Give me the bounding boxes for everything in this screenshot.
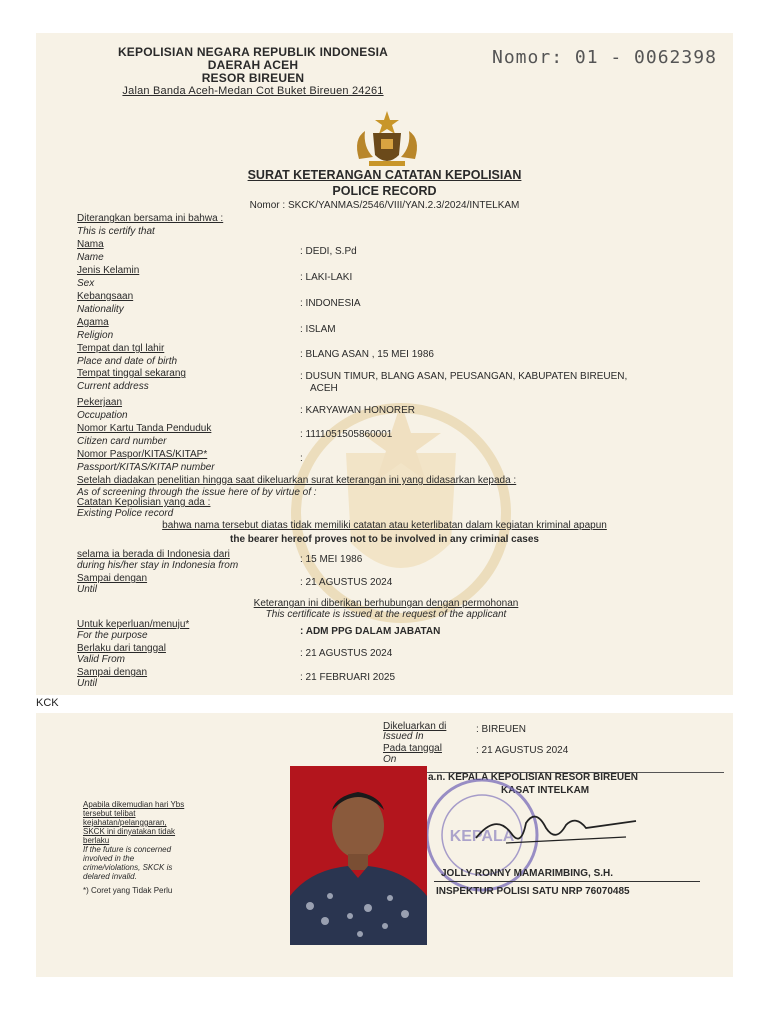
field-religion-label-en: Religion <box>77 330 114 341</box>
catatan-id: Catatan Kepolisian yang ada : <box>77 497 211 508</box>
field-nationality-value: : INDONESIA <box>300 298 361 309</box>
field-occupation-label-en: Occupation <box>77 410 128 421</box>
field-occupation-label: Pekerjaan <box>77 397 123 408</box>
field-address-label: Tempat tinggal sekarang <box>77 368 186 379</box>
field-religion-label: Agama <box>77 317 109 328</box>
field-ktp-label-en: Citizen card number <box>77 436 167 447</box>
field-birth-label: Tempat dan tgl lahir <box>77 343 165 354</box>
issue-place-label: Dikeluarkan di <box>383 721 447 732</box>
title-id: SURAT KETERANGAN CATATAN KEPOLISIAN <box>247 168 522 182</box>
statement-id: bahwa nama tersebut diatas tidak memiliki catatan atau keterlibatan dalam kegiatan kriminal apapun <box>162 520 607 531</box>
valid-until-label-en: Until <box>77 678 98 689</box>
footnote-en-1: If the future is concerned <box>83 845 172 854</box>
nomor-label: Nomor <box>492 47 552 68</box>
field-address-value-2: ACEH <box>310 383 338 394</box>
signatory-line-1: a.n. KEPALA KEPOLISIAN RESOR BIREUEN <box>428 772 639 783</box>
purpose-value: : ADM PPG DALAM JABATAN <box>300 626 441 637</box>
catatan-en: Existing Police record <box>77 508 174 519</box>
signatory-rank: INSPEKTUR POLISI SATU NRP 76070485 <box>436 886 630 897</box>
stay-from-label: selama ia berada di Indonesia dari <box>77 549 230 560</box>
stay-until-label-en: Until <box>77 584 98 595</box>
nomor-value: : 01 - 0062398 <box>551 47 717 68</box>
field-nationality-label-en: Nationality <box>77 304 124 315</box>
document-page-1 <box>36 33 733 695</box>
nomor-box <box>492 47 717 68</box>
field-ktp-label: Nomor Kartu Tanda Penduduk <box>77 423 212 434</box>
field-birth-value: : BLANG ASAN , 15 MEI 1986 <box>300 349 434 360</box>
purpose-label: Untuk keperluan/menuju* <box>77 619 190 630</box>
field-occupation-value: : KARYAWAN HONORER <box>300 405 416 416</box>
separator-label: KCK <box>36 697 59 709</box>
field-name-label: Nama <box>77 239 104 250</box>
header-address: Jalan Banda Aceh-Medan Cot Buket Bireuen 24261 <box>122 85 384 97</box>
footnote-id-1: Apabila dikemudian hari Ybs <box>83 800 185 809</box>
signatory-name: JOLLY RONNY MAMARIMBING, S.H. <box>441 868 614 879</box>
purpose-note-en: This certificate is issued at the request of the applicant <box>265 609 507 620</box>
field-sex-label-en: Sex <box>77 278 95 289</box>
footnote-id-3: kejahatan/pelanggaran, <box>83 818 167 827</box>
field-birth-label-en: Place and date of birth <box>77 356 178 367</box>
screening-id: Setelah diadakan penelitian hingga saat dikeluarkan surat keterangan ini yang didasarkan kepada : <box>77 475 517 486</box>
header-line-3: RESOR BIREUEN <box>201 71 305 85</box>
signature-icon <box>466 803 646 853</box>
issue-date-value: : 21 AGUSTUS 2024 <box>476 745 569 756</box>
issue-place-value: : BIREUEN <box>476 724 527 735</box>
field-name-value: : DEDI, S.Pd <box>300 246 357 257</box>
police-emblem-icon <box>351 109 423 169</box>
issue-date-label: Pada tanggal <box>383 743 442 754</box>
header-line-2: DAERAH ACEH <box>207 58 299 72</box>
valid-until-value: : 21 FEBRUARI 2025 <box>300 672 396 683</box>
purpose-note-id: Keterangan ini diberikan berhubungan dengan permohonan <box>253 598 519 609</box>
field-passport-value: : <box>300 453 303 464</box>
intro-id: Diterangkan bersama ini bahwa : <box>77 213 224 224</box>
valid-until-label: Sampai dengan <box>77 667 148 678</box>
footnote-id-4: SKCK ini dinyatakan tidak <box>83 827 176 836</box>
screening-en: As of screening through the issue here of by virtue of : <box>77 487 317 498</box>
stay-from-value: : 15 MEI 1986 <box>300 554 363 565</box>
stay-until-value: : 21 AGUSTUS 2024 <box>300 577 393 588</box>
footnote-id-2: tersebut telibat <box>83 809 136 818</box>
svg-text:KEPALA: KEPALA <box>449 828 515 845</box>
intro-en: This is certify that <box>77 226 155 237</box>
valid-from-label: Berlaku dari tanggal <box>77 643 166 654</box>
header-line-1: KEPOLISIAN NEGARA REPUBLIK INDONESIA <box>117 45 389 59</box>
issue-place-label-en: Issued In <box>383 731 424 742</box>
field-ktp-value: : 1111051505860001 <box>300 429 393 440</box>
title-en: POLICE RECORD <box>332 184 437 198</box>
stay-until-label: Sampai dengan <box>77 573 148 584</box>
valid-from-label-en: Valid From <box>77 654 125 665</box>
document-page-2 <box>36 713 733 977</box>
valid-from-value: : 21 AGUSTUS 2024 <box>300 648 393 659</box>
field-address-label-en: Current address <box>77 381 149 392</box>
signatory-line-2: KASAT INTELKAM <box>501 785 590 796</box>
title-nomor: Nomor : SKCK/YANMAS/2546/VIII/YAN.2.3/2024/INTELKAM <box>249 200 520 211</box>
field-sex-label: Jenis Kelamin <box>77 265 140 276</box>
footnote-id-5: berlaku <box>83 836 110 845</box>
issue-date-label-en: On <box>383 754 397 762</box>
footnote-en-3: crime/violations, SKCK is <box>83 863 173 872</box>
field-passport-label: Nomor Paspor/KITAS/KITAP* <box>77 449 208 460</box>
footnote-note: *) Coret yang Tidak Perlu <box>83 886 173 895</box>
footnote-en-4: delared invalid. <box>83 872 137 881</box>
statement-en: the bearer hereof proves not to be involved in any criminal cases <box>230 534 539 545</box>
stay-from-label-en: during his/her stay in Indonesia from <box>77 560 239 571</box>
applicant-photo <box>290 766 427 945</box>
field-passport-label-en: Passport/KITAS/KITAP number <box>77 462 215 473</box>
field-religion-value: : ISLAM <box>300 324 336 335</box>
field-address-value: : DUSUN TIMUR, BLANG ASAN, PEUSANGAN, KABUPATEN BIREUEN, <box>300 371 628 382</box>
footnote-en-2: involved in the <box>83 854 135 863</box>
field-nationality-label: Kebangsaan <box>77 291 134 302</box>
field-name-label-en: Name <box>77 252 104 263</box>
field-sex-value: : LAKI-LAKI <box>300 272 353 283</box>
signatory-name-underline <box>434 881 700 882</box>
person-silhouette-icon <box>290 766 427 945</box>
purpose-label-en: For the purpose <box>77 630 148 641</box>
